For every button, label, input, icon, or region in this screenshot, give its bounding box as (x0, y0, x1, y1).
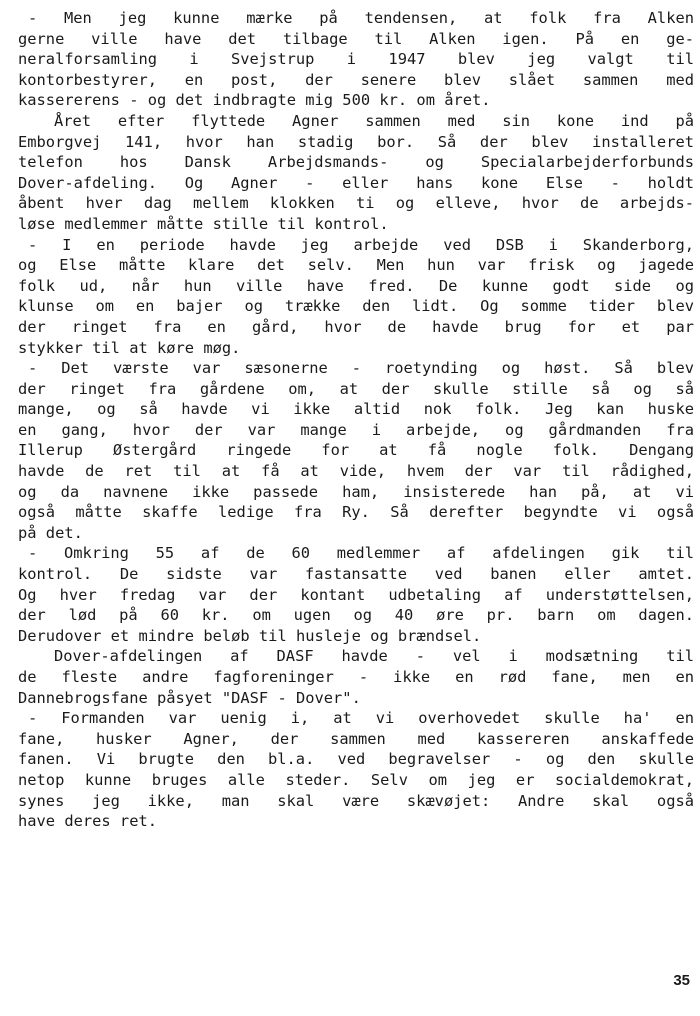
text-line: også måtte skaffe ledige fra Ry. Så derefter begyndte vi også (18, 503, 694, 522)
text-line: - I en periode havde jeg arbejde ved DSB i Skanderborg, (28, 235, 694, 254)
text-line: gerne ville have det tilbage til Alken igen. På en ge- (18, 29, 694, 48)
text-line: der ringet fra en gård, hvor de havde brug for et par (18, 317, 694, 336)
text-line: Emborgvej 141, hvor han stadig bor. Så der blev installeret (18, 132, 694, 151)
text-line: - Omkring 55 af de 60 medlemmer af afdelingen gik til (28, 544, 694, 563)
text-line: telefon hos Dansk Arbejdsmands- og Specialarbejderforbunds (18, 153, 694, 172)
text-line: kontrol. De sidste var fastansatte ved banen eller amtet. (18, 565, 694, 584)
text-line: neralforsamling i Svejstrup i 1947 blev jeg valgt til (18, 50, 694, 69)
text-line: kontorbestyrer, en post, der senere blev slået sammen med (18, 70, 694, 89)
text-line: Året efter flyttede Agner sammen med sin kone ind på (54, 111, 694, 130)
text-line: og Else måtte klare det selv. Men hun var frisk og jagede (18, 256, 694, 275)
text-line: Og hver fredag var der kontant udbetaling af understøttelsen, (18, 585, 694, 604)
text-line: havde de ret til at få at vide, hvem der var til rådighed, (18, 462, 694, 481)
text-line: stykker til at køre møg. (18, 338, 241, 357)
text-line: der ringet fra gårdene om, at der skulle stille så og så (18, 379, 694, 398)
text-line: på det. (18, 523, 83, 542)
text-line: - Formanden var uenig i, at vi overhovedet skulle ha' en (28, 709, 694, 728)
text-line: - Det værste var sæsonerne - roetynding og høst. Så blev (28, 359, 694, 378)
text-line: - Men jeg kunne mærke på tendensen, at folk fra Alken (28, 9, 694, 27)
text-line: der lød på 60 kr. om ugen og 40 øre pr. barn om dagen. (18, 606, 694, 625)
text-line: synes jeg ikke, man skal være skævøjet: Andre skal også (18, 791, 694, 810)
text-line: åbent hver dag mellem klokken ti og elleve, hvor de arbejds- (18, 194, 694, 213)
text-line: netop kunne bruges alle steder. Selv om jeg er socialdemokrat, (18, 770, 694, 789)
text-line: og da navnene ikke passede ham, insisterede han på, at vi (18, 482, 694, 501)
text-line: Illerup Østergård ringede for at få nogle folk. Dengang (18, 441, 694, 460)
text-line: mange, og så havde vi ikke altid nok folk. Jeg kan huske (18, 400, 694, 419)
text-line: fane, husker Agner, der sammen med kassereren anskaffede (18, 729, 694, 748)
text-line: Dover-afdelingen af DASF havde - vel i modsætning til (54, 647, 694, 666)
text-line: Dover-afdeling. Og Agner - eller hans kone Else - holdt (18, 173, 694, 192)
text-line: have deres ret. (18, 812, 157, 831)
text-line: folk ud, når hun ville have fred. De kunne godt side og (18, 276, 694, 295)
page-number: 35 (673, 972, 690, 989)
text-line: klunse om en bajer og trække den lidt. Og somme tider blev (18, 297, 694, 316)
text-line: løse medlemmer måtte stille til kontrol. (18, 214, 389, 233)
text-line: fanen. Vi brugte den bl.a. ved begravelser - og den skulle (18, 750, 694, 769)
text-line: kassererens - og det indbragte mig 500 kr. om året. (18, 91, 491, 110)
document-body (18, 8, 694, 832)
text-line: Derudover et mindre beløb til husleje og brændsel. (18, 626, 482, 645)
text-line: de fleste andre fagforeninger - ikke en rød fane, men en (18, 668, 694, 686)
text-line: en gang, hvor der var mange i arbejde, og gårdmanden fra (18, 420, 694, 439)
text-line: Dannebrogsfane påsyet "DASF - Dover". (18, 688, 361, 707)
